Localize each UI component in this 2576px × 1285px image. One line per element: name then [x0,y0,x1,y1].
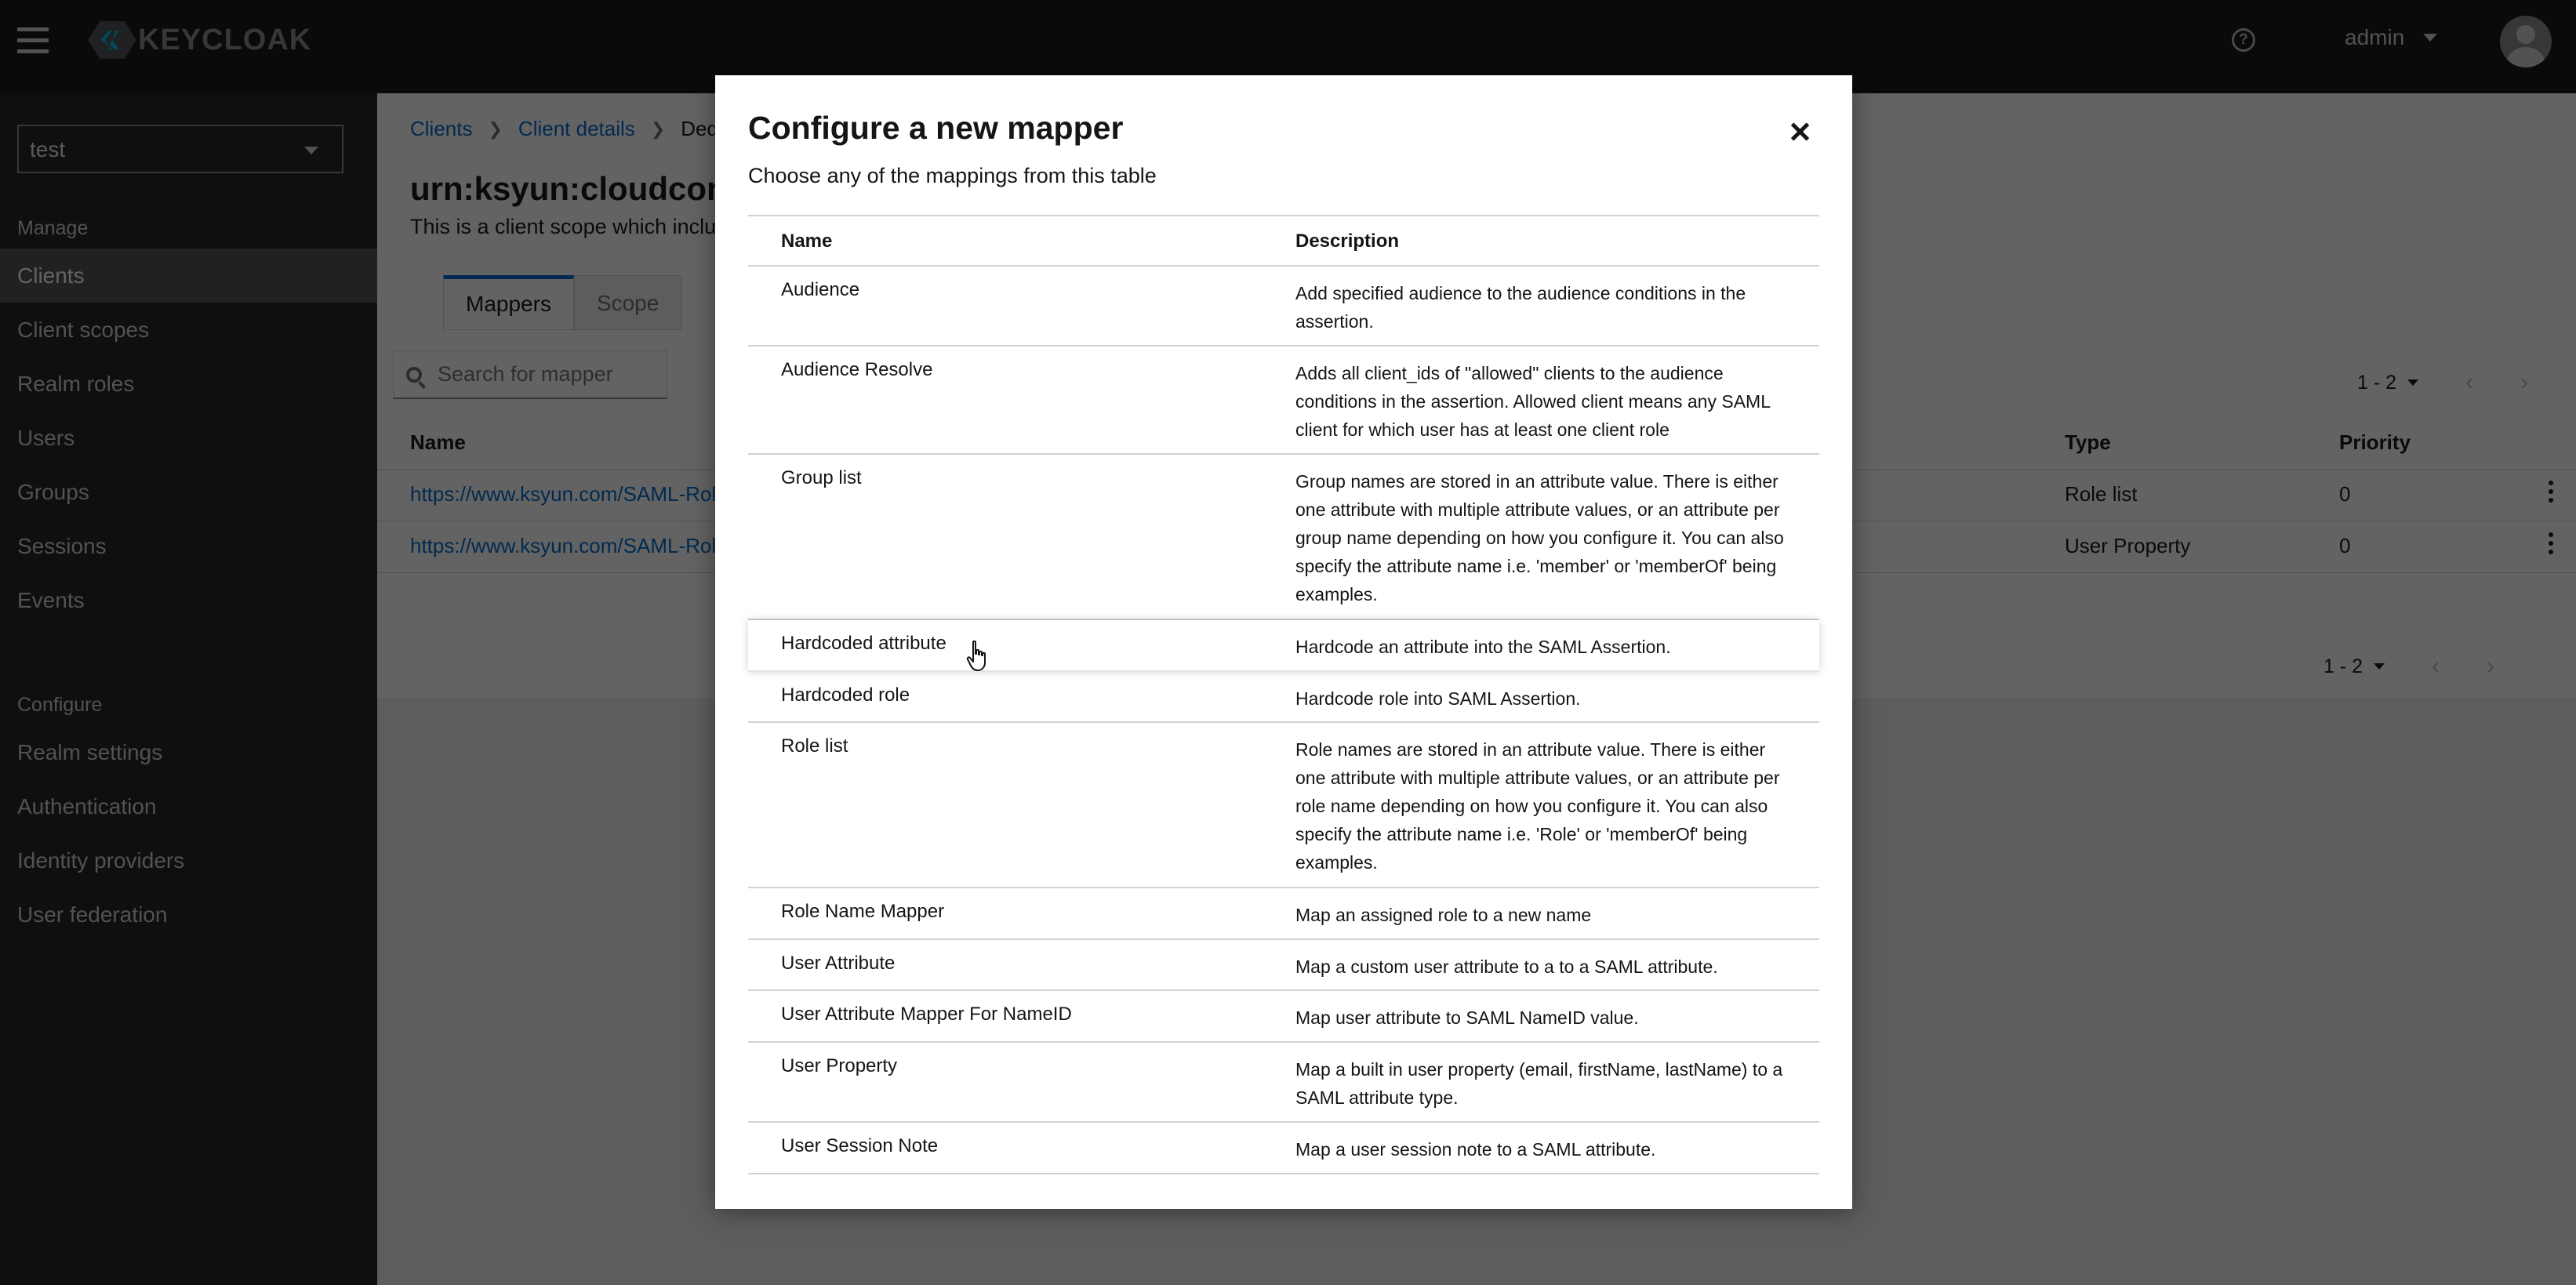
mapper-name: User Property [781,1055,898,1076]
close-icon[interactable] [1785,116,1816,147]
configure-mapper-modal [715,75,1852,1209]
mapper-option-hardcoded-attribute[interactable] [748,620,1819,672]
mapper-name: Hardcoded role [781,684,910,706]
mapper-name: Audience [781,279,860,300]
mapper-description: Map a built in user property (email, firstName, lastName) to a SAML attribute type. [1295,1059,1783,1108]
mapper-option-role-name-mapper[interactable] [748,888,1819,940]
modal-title: Configure a new mapper [748,110,1124,146]
mapper-option-audience-resolve[interactable] [748,347,1819,455]
mapper-description: Hardcode role into SAML Assertion. [1295,688,1581,709]
mapper-name: Group list [781,467,862,488]
mapper-option-user-session-note[interactable] [748,1123,1819,1174]
hand-pointer-cursor-icon [966,641,988,672]
mapper-table [748,215,1819,1174]
mapper-description: Add specified audience to the audience conditions in the assertion. [1295,283,1746,332]
mapper-table-header [748,215,1819,267]
mapper-description: Map a custom user attribute to a to a SAML attribute. [1295,956,1718,977]
mapper-name: Role Name Mapper [781,901,945,922]
mapper-option-user-attribute[interactable] [748,940,1819,991]
mapper-description: Hardcode an attribute into the SAML Assertion. [1295,637,1671,657]
mapper-description: Map a user session note to a SAML attribute. [1295,1139,1656,1160]
mapper-option-hardcoded-role[interactable] [748,672,1819,723]
mapper-name: Role list [781,735,848,757]
mapper-description: Map an assigned role to a new name [1295,905,1592,925]
mapper-option-user-property[interactable] [748,1043,1819,1123]
mapper-name: User Attribute Mapper For NameID [781,1004,1072,1025]
mapper-option-user-attribute-nameid[interactable] [748,991,1819,1043]
column-description: Description [1295,231,1400,252]
mapper-name: Hardcoded attribute [781,633,946,654]
column-name: Name [781,231,833,252]
mapper-description: Role names are stored in an attribute value. There is either one attribute with multiple attribute values, or an attribute per role name depending on how you configure it. You can also specify the attribute name i.e. 'Role' or 'memberOf' being examples. [1295,739,1780,873]
mapper-name: Audience Resolve [781,359,933,380]
mapper-description: Group names are stored in an attribute value. There is either one attribute with multiple attribute values, or an attribute per group name depending on how you configure it. You can also specify the attribute name i.e. 'member' or 'memberOf' being examples. [1295,471,1784,604]
mapper-description: Map user attribute to SAML NameID value. [1295,1007,1639,1028]
mapper-option-group-list[interactable] [748,455,1819,620]
mapper-description: Adds all client_ids of "allowed" clients to the audience conditions in the assertion. Allowed client means any SAML client for which user has at least one client role [1295,363,1771,440]
mapper-name: User Session Note [781,1135,939,1156]
mapper-name: User Attribute [781,953,896,974]
mapper-option-role-list[interactable] [748,723,1819,888]
modal-description: Choose any of the mappings from this table [748,164,1157,187]
mapper-option-audience[interactable] [748,267,1819,347]
